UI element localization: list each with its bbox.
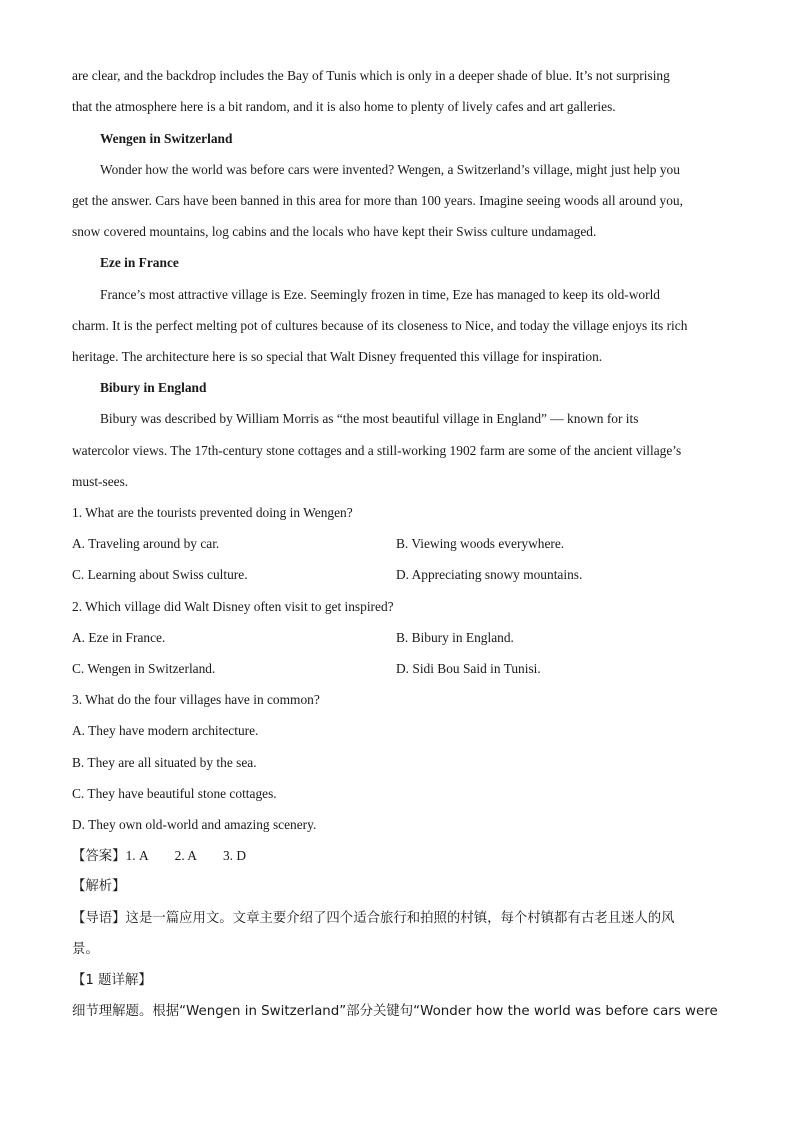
answer-label: 【答案】 — [72, 849, 126, 864]
question-stem-1: 1. What are the tourists prevented doing in Wengen? — [72, 505, 353, 520]
passage-text-line: Wonder how the world was before cars were invented? Wengen, a Switzerland’s village, might just help you — [100, 162, 680, 177]
passage-text-line: watercolor views. The 17th-century stone cottages and a still-working 1902 farm are some of the ancient village’s — [72, 443, 682, 458]
answer-row — [72, 847, 246, 866]
passage-text-line: snow covered mountains, log cabins and the locals who have kept their Swiss culture undamaged. — [72, 224, 597, 239]
passage-text-line: charm. It is the perfect melting pot of cultures because of its closeness to Nice, and today the village enjoys its rich — [72, 318, 688, 333]
q3-option-a: A. They have modern architecture. — [72, 723, 259, 738]
passage-text-line: Bibury was described by William Morris as “the most beautiful village in England” — known for its — [100, 411, 639, 426]
section-heading-wengen: Wengen in Switzerland — [100, 131, 233, 146]
section-heading-eze: Eze in France — [100, 255, 179, 270]
q1-option-a: A. Traveling around by car. — [72, 536, 220, 551]
detail-text-line: 细节理解题。根据“Wengen in Switzerland”部分关键句“Wonder how the world was before cars were — [72, 1004, 718, 1019]
q1-option-d: D. Appreciating snowy mountains. — [396, 567, 583, 582]
answer-item: 3. D — [222, 848, 247, 863]
passage-text-line: are clear, and the backdrop includes the Bay of Tunis which is only in a deeper shade of blue. It’s not surprising — [72, 68, 670, 83]
section-heading-bibury: Bibury in England — [100, 380, 207, 395]
detail-label: 【1 题详解】 — [72, 973, 152, 988]
passage-text-line: get the answer. Cars have been banned in this area for more than 100 years. Imagine seeing woods all around you, — [72, 193, 683, 208]
passage-text-line: that the atmosphere here is a bit random, and it is also home to plenty of lively cafes and art galleries. — [72, 99, 616, 114]
q2-option-a: A. Eze in France. — [72, 630, 166, 645]
q1-option-b: B. Viewing woods everywhere. — [396, 536, 565, 551]
q3-option-c: C. They have beautiful stone cottages. — [72, 786, 277, 801]
passage-text-line: heritage. The architecture here is so special that Walt Disney frequented this village for inspiration. — [72, 349, 603, 364]
passage-text-line: must-sees. — [72, 474, 129, 489]
q2-option-b: B. Bibury in England. — [396, 630, 514, 645]
question-stem-2: 2. Which village did Walt Disney often visit to get inspired? — [72, 599, 394, 614]
q2-option-c: C. Wengen in Switzerland. — [72, 661, 216, 676]
guide-text-line: 【导语】这是一篇应用文。文章主要介绍了四个适合旅行和拍照的村镇，每个村镇都有古老且迷人的风 — [72, 911, 675, 926]
q3-option-b: B. They are all situated by the sea. — [72, 755, 257, 770]
q3-option-d: D. They own old-world and amazing scenery. — [72, 817, 317, 832]
guide-text-line: 景。 — [72, 942, 99, 957]
passage-text-line: France’s most attractive village is Eze. Seemingly frozen in time, Eze has managed to keep its old-world — [100, 287, 661, 302]
answer-item: 1. A — [125, 848, 149, 863]
q2-option-d: D. Sidi Bou Said in Tunisi. — [396, 661, 541, 676]
q1-option-c: C. Learning about Swiss culture. — [72, 567, 248, 582]
question-stem-3: 3. What do the four villages have in common? — [72, 692, 320, 707]
answer-item: 2. A — [174, 848, 197, 863]
analysis-label: 【解析】 — [72, 879, 126, 894]
